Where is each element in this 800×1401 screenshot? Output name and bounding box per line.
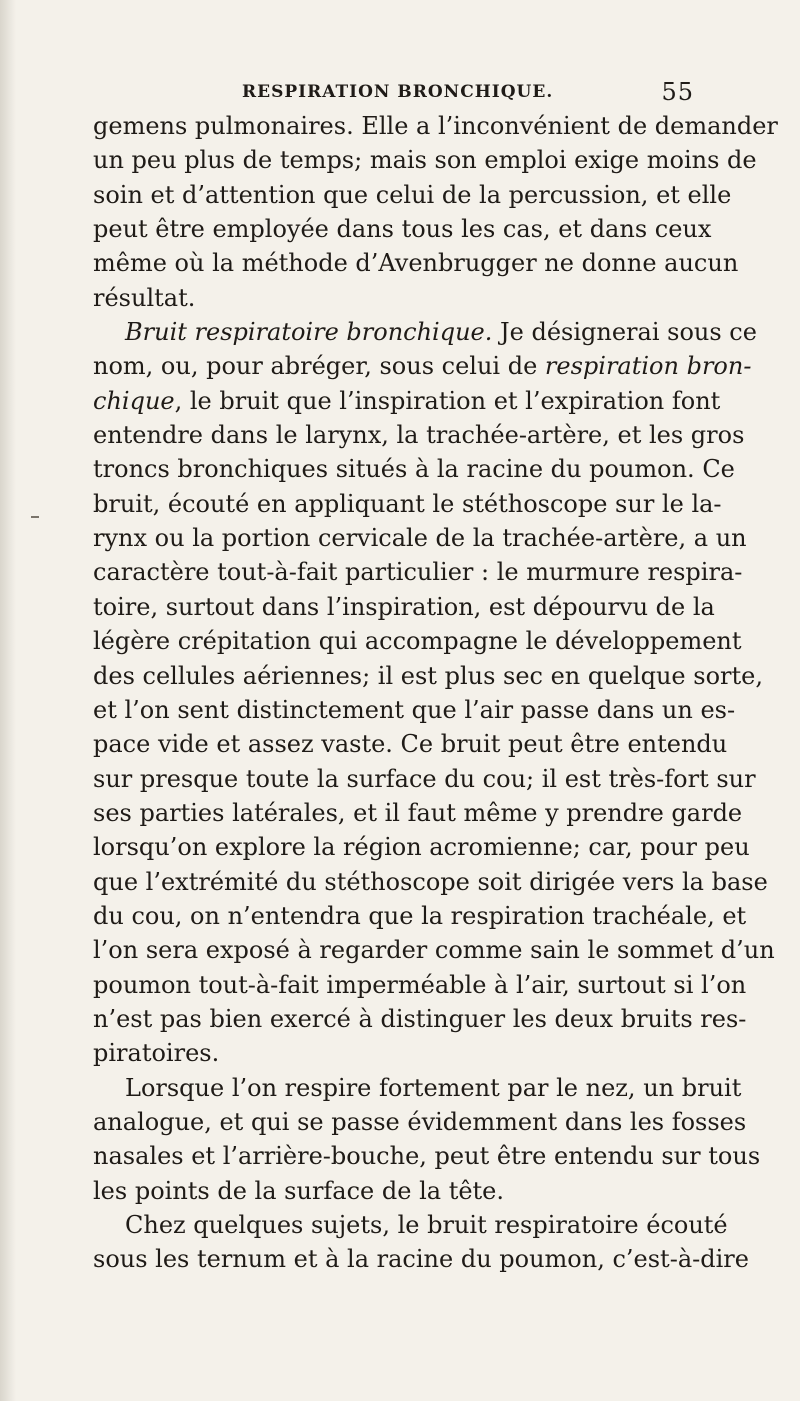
running-title: RESPIRATION BRONCHIQUE. (242, 82, 554, 102)
text-span: Je désignerai sous ce (492, 318, 757, 347)
paragraph-start-line: Chez quelques sujets, le bruit respiratoire écouté (125, 1211, 728, 1239)
text-line: soin et d’attention que celui de la percussion, et elle (93, 180, 732, 209)
text-line: rynx ou la portion cervicale de la trachée-artère, a un (93, 524, 747, 553)
text-line: des cellules aériennes; il est plus sec en quelque sorte, (93, 661, 763, 690)
text-line: bruit, écouté en appliquant le stéthoscope sur le la- (93, 489, 722, 518)
text-line: sur presque toute la surface du cou; il est très-fort sur (93, 764, 756, 793)
body-text (93, 109, 778, 1277)
page-number: 55 (661, 78, 694, 106)
text-line: du cou, on n’entendra que la respiration trachéale, et (93, 901, 747, 930)
text-line: et l’on sent distinctement que l’air passe dans un es- (93, 695, 736, 724)
italic-term: respiration bron- (544, 352, 752, 381)
text-line (93, 349, 752, 383)
text-line (93, 384, 721, 418)
text-line: analogue, et qui se passe évidemment dans les fosses (93, 1107, 747, 1136)
text-line: peut être employée dans tous les cas, et dans ceux (93, 215, 712, 244)
text-line: lorsqu’on explore la région acromienne; car, pour peu (93, 833, 750, 862)
text-line: l’on sera exposé à regarder comme sain le sommet d’un (93, 936, 775, 965)
text-line: piratoires. (93, 1039, 220, 1068)
text-line: toire, surtout dans l’inspiration, est dépourvu de la (93, 592, 715, 621)
text-line: gemens pulmonaires. Elle a l’inconvénient de demander (93, 112, 778, 140)
page-gutter-shadow (0, 0, 16, 1401)
text-line: entendre dans le larynx, la trachée-artère, et les gros (93, 421, 745, 450)
text-line: que l’extrémité du stéthoscope soit dirigée vers la base (93, 867, 768, 896)
italic-term: chique (93, 386, 175, 415)
text-line: poumon tout-à-fait imperméable à l’air, surtout si l’on (93, 970, 747, 999)
text-span: nom, ou, pour abréger, sous celui de (93, 352, 545, 381)
text-line: caractère tout-à-fait particulier : le murmure respira- (93, 558, 743, 587)
page-header (242, 78, 694, 108)
text-line: les points de la surface de la tête. (93, 1176, 505, 1205)
text-line: pace vide et assez vaste. Ce bruit peut être entendu (93, 730, 728, 759)
section-heading-italic: Bruit respiratoire bronchique. (125, 318, 493, 347)
text-line: résultat. (93, 283, 196, 312)
text-line: un peu plus de temps; mais son emploi exige moins de (93, 146, 757, 175)
text-line: troncs bronchiques situés à la racine du poumon. Ce (93, 455, 735, 484)
text-line: légère crépitation qui accompagne le développement (93, 627, 742, 656)
paragraph-start-line (93, 315, 757, 349)
text-line: sous les ternum et à la racine du poumon, c’est-à-dire (93, 1245, 749, 1274)
text-line: nasales et l’arrière-bouche, peut être entendu sur tous (93, 1142, 761, 1171)
text-span: , le bruit que l’inspiration et l’expiration font (174, 386, 721, 415)
paragraph-start-line: Lorsque l’on respire fortement par le nez, un bruit (125, 1073, 742, 1102)
text-line: même où la méthode d’Avenbrugger ne donne aucun (93, 249, 739, 278)
text-line: ses parties latérales, et il faut même y prendre garde (93, 798, 743, 827)
text-line: n’est pas bien exercé à distinguer les deux bruits res- (93, 1004, 747, 1033)
margin-mark (31, 516, 39, 518)
